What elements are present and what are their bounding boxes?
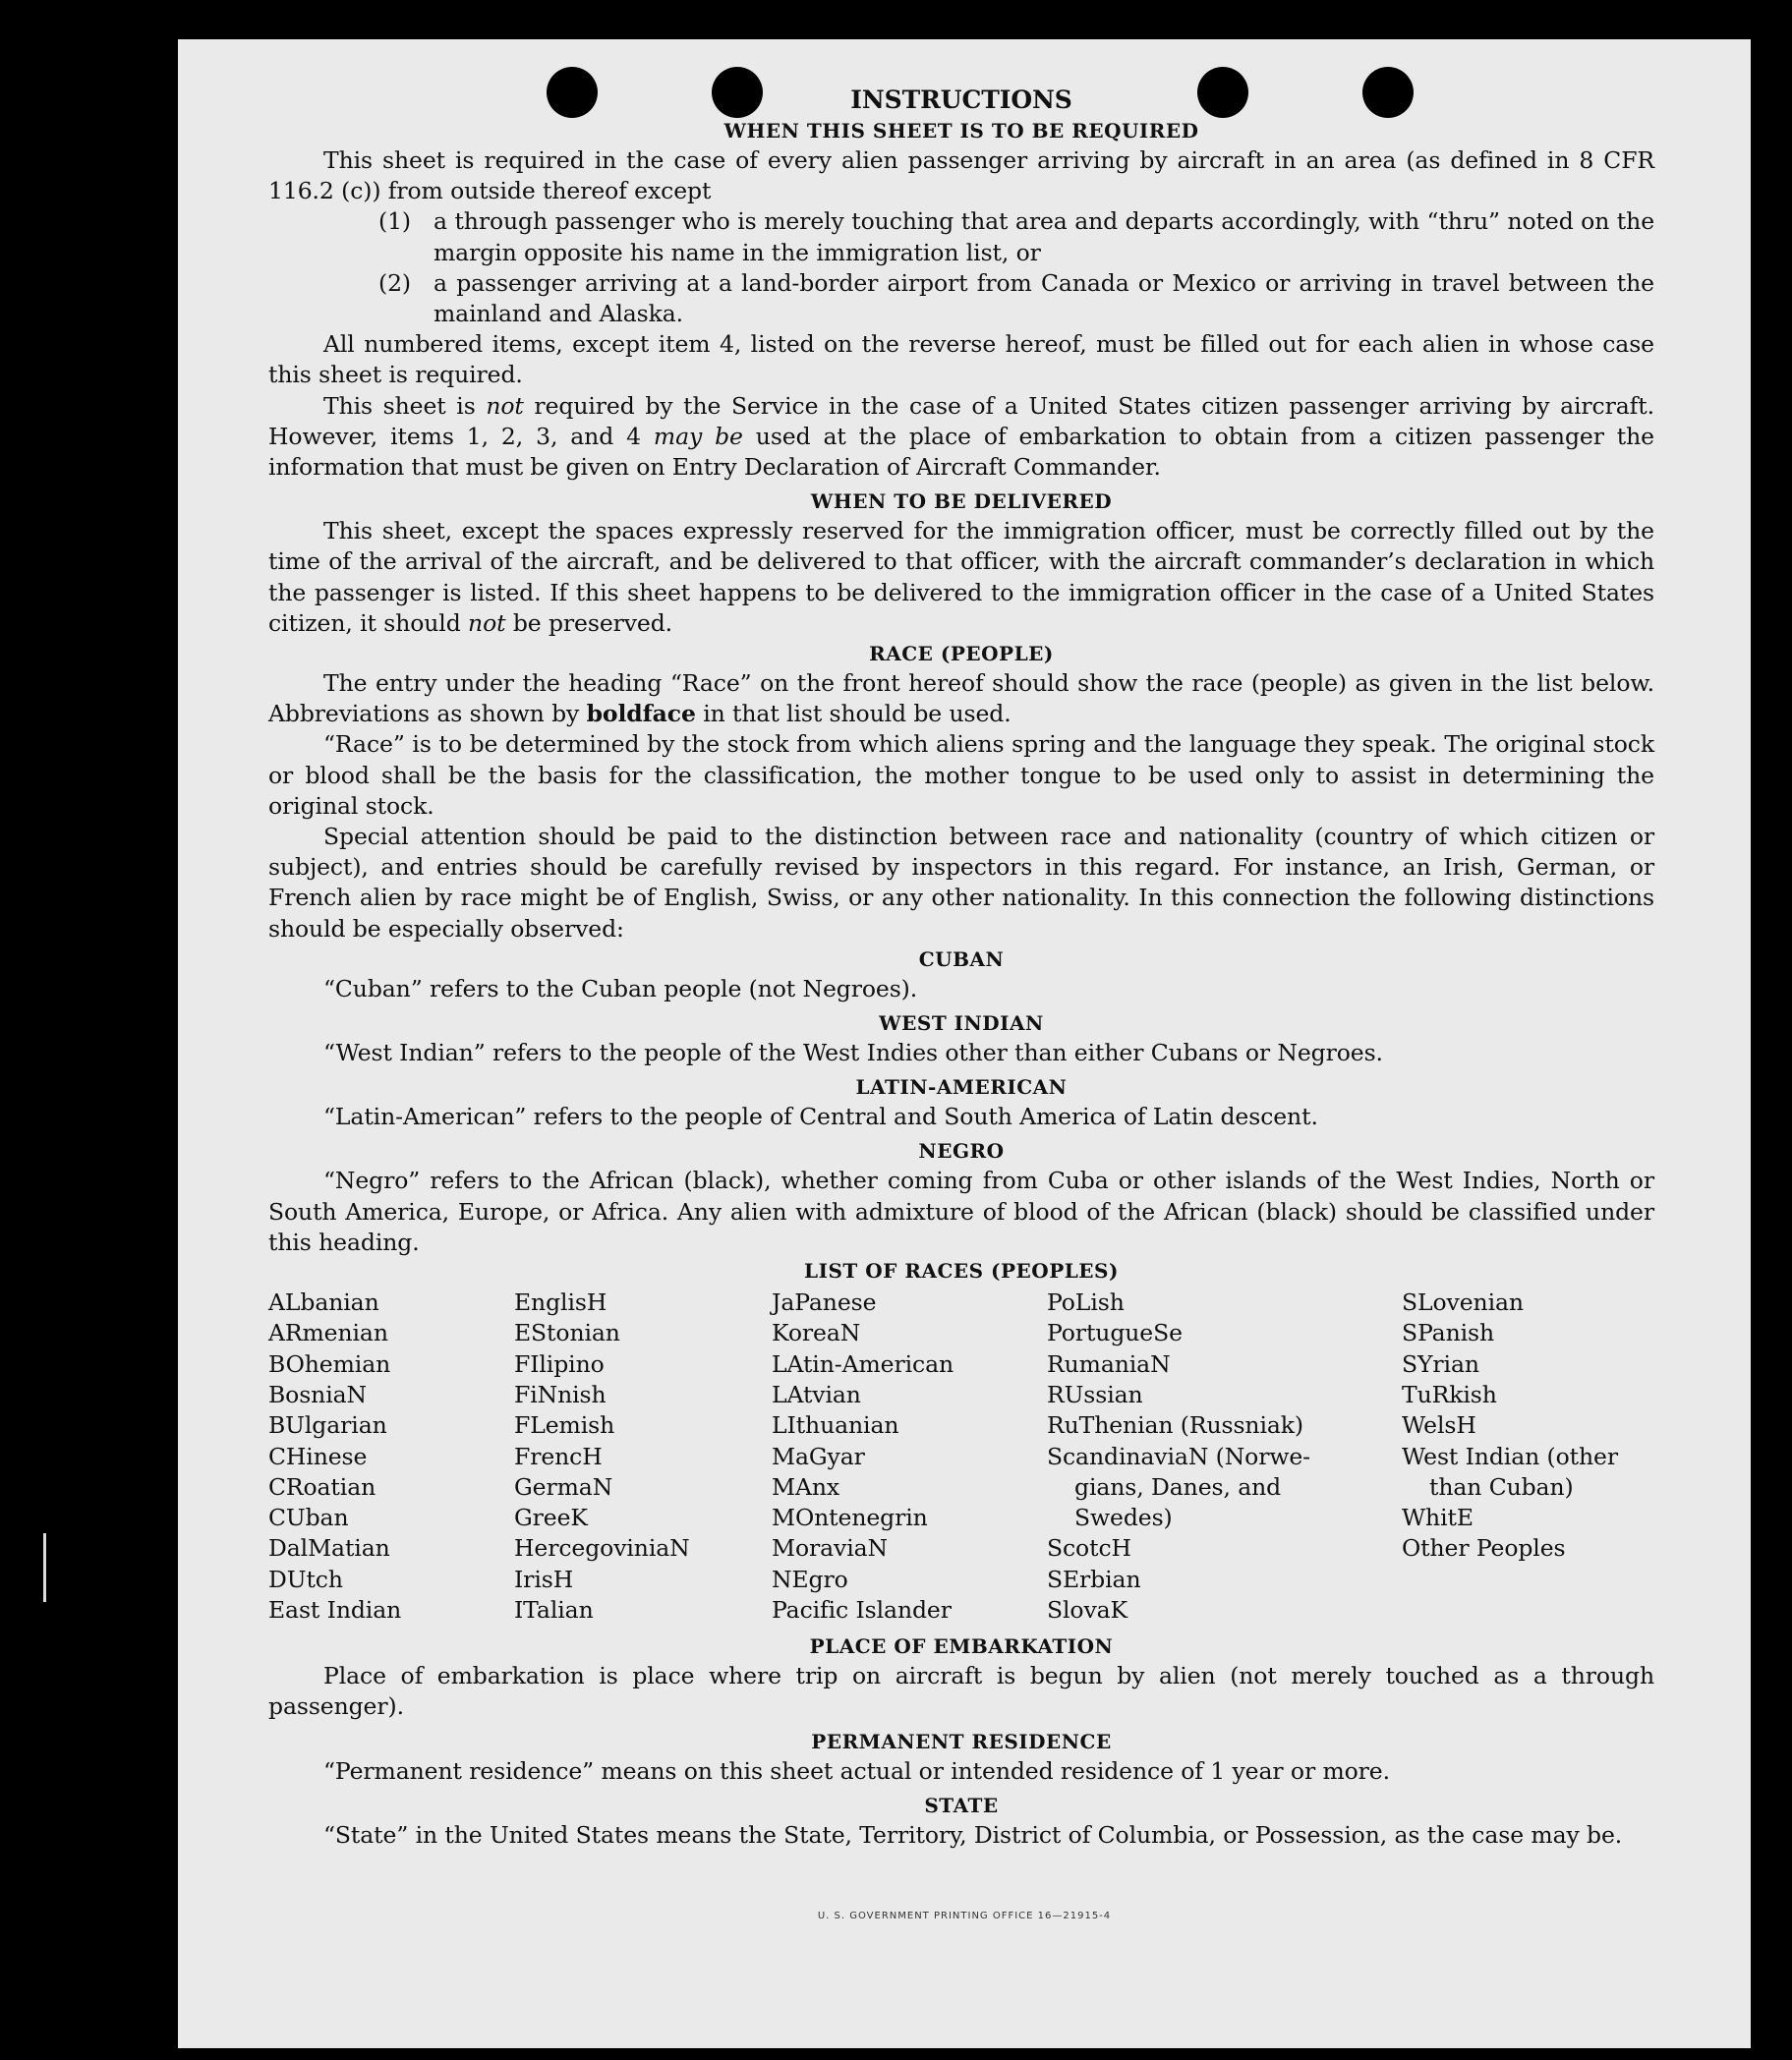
race-item: WhitE <box>1402 1504 1474 1532</box>
race-item: West Indian (other <box>1402 1442 1618 1470</box>
race-item: SlovaK <box>1047 1596 1128 1625</box>
exception-item-1 <box>268 206 1654 267</box>
race-item: LAtvian <box>772 1380 861 1408</box>
race-item: SErbian <box>1047 1565 1141 1593</box>
heading-permanent-residence: PERMANENT RESIDENCE <box>811 1729 1112 1753</box>
page-title: INSTRUCTIONS <box>850 86 1072 114</box>
exception-item-2 <box>268 268 1654 329</box>
item-number: (2) <box>378 268 411 297</box>
race-item: ARmenian <box>268 1319 388 1347</box>
race-item: PoLish <box>1047 1288 1125 1317</box>
race-item: ALbanian <box>268 1288 379 1317</box>
race-item: FiNnish <box>514 1380 607 1408</box>
heading-cuban: CUBAN <box>918 946 1005 971</box>
race-item: EStonian <box>514 1319 620 1347</box>
instructions-body <box>268 85 1654 1851</box>
race-item: GermaN <box>514 1472 613 1501</box>
races-column-5 <box>1402 1288 1618 1565</box>
paragraph-west-indian: “West Indian” refers to the people of the West Indies other than either Cubans or Negroes. <box>323 1039 1383 1067</box>
race-item: ITalian <box>514 1596 594 1625</box>
race-item: gians, Danes, and <box>1074 1472 1282 1501</box>
race-item: FIlipino <box>514 1349 605 1378</box>
race-item: BUlgarian <box>268 1411 387 1440</box>
paragraph-negro: “Negro” refers to the African (black), whether coming from Cuba or other islands of the West Indies, North or South America, Europe, or Africa. Any alien with admixture of blood of the African (black) should be classified under this heading. <box>268 1167 1654 1256</box>
race-item: BOhemian <box>268 1349 391 1378</box>
race-item: DUtch <box>268 1565 343 1593</box>
races-column-2 <box>514 1288 690 1626</box>
race-item: JaPanese <box>772 1288 877 1317</box>
paragraph-race-nationality: Special attention should be paid to the distinction between race and nationality (country of which citizen or subject), and entries should be carefully revised by inspectors in this regard. For instance, an Irish, German, or French alien by race might be of English, Swiss, or any other nationality. In this connection the following distinctions should be especially observed: <box>268 823 1654 943</box>
heading-when-required: WHEN THIS SHEET IS TO BE REQUIRED <box>723 119 1199 143</box>
heading-list-of-races: LIST OF RACES (PEOPLES) <box>804 1259 1119 1284</box>
race-item: FrencH <box>514 1442 603 1470</box>
paragraph-latin-american: “Latin-American” refers to the people of Central and South America of Latin descent. <box>323 1103 1318 1131</box>
document-page <box>178 39 1751 2048</box>
paragraph-numbered-items: All numbered items, except item 4, listed on the reverse hereof, must be filled out for each alien in whose case this sheet is required. <box>268 330 1654 389</box>
race-item: WelsH <box>1402 1411 1476 1440</box>
race-item: KoreaN <box>772 1319 861 1347</box>
races-column-4 <box>1047 1288 1310 1626</box>
paragraph-cuban: “Cuban” refers to the Cuban people (not Negroes). <box>323 974 918 1002</box>
race-item: MAnx <box>772 1472 840 1501</box>
race-item: NEgro <box>772 1565 848 1593</box>
paragraph-race-stock: “Race” is to be determined by the stock from which aliens spring and the language they speak. The original stock or blood shall be the basis for the classification, the mother tongue to be used only to assist in determining the original stock. <box>268 730 1654 820</box>
race-item: RumaniaN <box>1047 1349 1171 1378</box>
race-item: CHinese <box>268 1442 368 1470</box>
race-item: Pacific Islander <box>772 1596 952 1625</box>
race-item: FLemish <box>514 1411 615 1440</box>
race-item: Swedes) <box>1074 1504 1173 1532</box>
paragraph-race-entry: The entry under the heading “Race” on the front hereof should show the race (people) as given in the list below. Abbreviations as shown by boldface in that list should be used. <box>268 669 1654 728</box>
race-item: BosniaN <box>268 1380 368 1408</box>
race-item: SPanish <box>1402 1319 1495 1347</box>
race-item: MaGyar <box>772 1442 865 1470</box>
races-column-3 <box>772 1288 954 1626</box>
race-item: Other Peoples <box>1402 1534 1566 1563</box>
paragraph-state: “State” in the United States means the State, Territory, District of Columbia, or Possession, as the case may be. <box>323 1820 1623 1849</box>
race-item: MOntenegrin <box>772 1504 928 1532</box>
race-item: ScotcH <box>1047 1534 1131 1563</box>
paragraph-residence: “Permanent residence” means on this sheet actual or intended residence of 1 year or more. <box>323 1756 1390 1785</box>
heading-west-indian: WEST INDIAN <box>879 1011 1044 1036</box>
printing-office-footer: U. S. GOVERNMENT PRINTING OFFICE 16—21915-4 <box>817 1911 1112 1921</box>
race-item: SLovenian <box>1402 1288 1524 1317</box>
race-item: EnglisH <box>514 1288 607 1317</box>
item-number: (1) <box>378 207 411 236</box>
race-item: IrisH <box>514 1565 574 1593</box>
item-text: a through passenger who is merely touching that area and departs accordingly, with “thru” noted on the margin opposite his name in the immigration list, or <box>434 207 1654 266</box>
item-text: a passenger arriving at a land-border airport from Canada or Mexico or arriving in travel between the mainland and Alaska. <box>434 268 1654 328</box>
race-item: HercegoviniaN <box>514 1534 690 1563</box>
race-item: than Cuban) <box>1429 1472 1574 1501</box>
race-item: PortugueSe <box>1047 1319 1183 1347</box>
heading-when-delivered: WHEN TO BE DELIVERED <box>810 489 1113 514</box>
race-item: LAtin-American <box>772 1349 954 1378</box>
race-item: RuThenian (Russniak) <box>1047 1411 1303 1440</box>
race-item: ScandinaviaN (Norwe- <box>1047 1442 1311 1470</box>
race-item: MoraviaN <box>772 1534 889 1563</box>
race-item: LIthuanian <box>772 1411 899 1440</box>
race-item: East Indian <box>268 1596 402 1625</box>
paragraph-delivery: This sheet, except the spaces expressly reserved for the immigration officer, must be correctly filled out by the time of the arrival of the aircraft, and be delivered to that officer, with the aircraft commander’s declaration in which the passenger is listed. If this sheet happens to be delivered to the immigration officer in the case of a United States citizen, it should not be preserved. <box>268 517 1654 637</box>
heading-place-of-embarkation: PLACE OF EMBARKATION <box>809 1634 1114 1659</box>
races-list <box>268 1288 1654 1631</box>
race-item: DalMatian <box>268 1534 390 1563</box>
heading-negro: NEGRO <box>918 1139 1005 1164</box>
race-item: TuRkish <box>1402 1380 1497 1408</box>
race-item: CRoatian <box>268 1472 376 1501</box>
races-column-1 <box>268 1288 401 1626</box>
paragraph-embarkation: Place of embarkation is place where trip on aircraft is begun by alien (not merely touched as a through passenger). <box>268 1662 1654 1721</box>
race-item: CUban <box>268 1504 349 1532</box>
paragraph-citizen-passenger: This sheet is not required by the Service in the case of a United States citizen passenger arriving by aircraft. However, items 1, 2, 3, and 4 may be used at the place of embarkation to obtain from a citizen passenger the information that must be given on Entry Declaration of Aircraft Commander. <box>268 391 1654 482</box>
heading-state: STATE <box>924 1793 999 1817</box>
heading-race: RACE (PEOPLE) <box>869 642 1054 666</box>
heading-latin-american: LATIN-AMERICAN <box>855 1075 1068 1100</box>
paragraph-required-intro: This sheet is required in the case of every alien passenger arriving by aircraft in an area (as defined in 8 CFR 116.2 (c)) from outside thereof except <box>268 146 1654 205</box>
race-item: SYrian <box>1402 1349 1479 1378</box>
scan-mark <box>43 1533 46 1602</box>
race-item: GreeK <box>514 1504 588 1532</box>
race-item: RUssian <box>1047 1380 1143 1408</box>
